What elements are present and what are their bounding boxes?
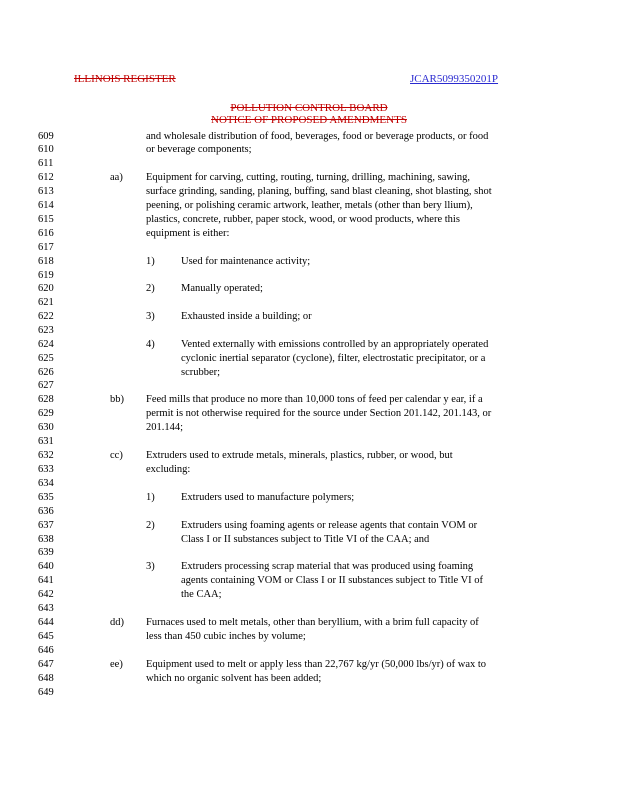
text-line: excluding: <box>146 464 191 475</box>
line-number: 645 <box>38 631 54 642</box>
item-label-ee: ee) <box>110 659 123 670</box>
line-number: 640 <box>38 561 54 572</box>
board-heading: POLLUTION CONTROL BOARD <box>230 102 388 114</box>
line-number: 619 <box>38 270 54 281</box>
text-line: peening, or polishing ceramic artwork, leather, metals (other than bery llium), <box>146 200 473 211</box>
text-line: which no organic solvent has been added; <box>146 673 322 684</box>
document-id-link[interactable]: JCAR5099350201P <box>410 73 499 85</box>
text-line: Exhausted inside a building; or <box>181 311 312 322</box>
line-number: 627 <box>38 380 54 391</box>
line-number: 618 <box>38 256 54 267</box>
text-line: Vented externally with emissions controlled by an appropriately operated <box>181 339 489 350</box>
subitem-label: 3) <box>146 561 155 572</box>
line-number: 638 <box>38 534 54 545</box>
line-number: 641 <box>38 575 54 586</box>
line-number: 632 <box>38 450 54 461</box>
line-number: 631 <box>38 436 54 447</box>
text-line: Extruders using foaming agents or release agents that contain VOM or <box>181 520 478 531</box>
line-number: 643 <box>38 603 54 614</box>
line-number: 646 <box>38 645 54 656</box>
line-number: 639 <box>38 547 54 558</box>
text-line: Manually operated; <box>181 283 263 294</box>
line-number: 614 <box>38 200 54 211</box>
line-number: 628 <box>38 394 54 405</box>
text-line: or beverage components; <box>146 144 252 155</box>
text-line: cyclonic inertial separator (cyclone), filter, electrostatic precipitator, or a <box>181 353 486 364</box>
line-number: 635 <box>38 492 54 503</box>
line-number: 644 <box>38 617 54 628</box>
register-header: ILLINOIS REGISTER <box>74 73 176 85</box>
line-number: 626 <box>38 367 54 378</box>
line-number: 634 <box>38 478 54 489</box>
text-line: Extruders used to manufacture polymers; <box>181 492 355 503</box>
line-number: 611 <box>38 158 54 169</box>
line-number: 648 <box>38 673 54 684</box>
text-line: Equipment used to melt or apply less than 22,767 kg/yr (50,000 lbs/yr) of wax to <box>146 659 487 670</box>
text-line: Extruders processing scrap material that was produced using foaming <box>181 561 474 572</box>
text-line: surface grinding, sanding, planing, buffing, sand blast cleaning, shot blasting, shot <box>146 186 492 197</box>
subitem-label: 2) <box>146 520 155 531</box>
subitem-label: 1) <box>146 492 155 503</box>
subitem-label: 1) <box>146 256 155 267</box>
line-number: 620 <box>38 283 54 294</box>
text-line: Class I or II substances subject to Title VI of the CAA; and <box>181 534 430 545</box>
line-number: 637 <box>38 520 54 531</box>
line-number: 629 <box>38 408 54 419</box>
text-line: and wholesale distribution of food, beverages, food or beverage products, or food <box>146 131 489 142</box>
item-label-cc: cc) <box>110 450 123 461</box>
line-number: 636 <box>38 506 54 517</box>
line-number: 612 <box>38 172 54 183</box>
subitem-label: 2) <box>146 283 155 294</box>
line-number: 616 <box>38 228 54 239</box>
text-line: plastics, concrete, rubber, paper stock, wood, or wood products, where this <box>146 214 460 225</box>
line-number: 617 <box>38 242 54 253</box>
text-line: the CAA; <box>181 589 222 600</box>
text-line: permit is not otherwise required for the source under Section 201.142, 201.143, or <box>146 408 492 419</box>
item-label-aa: aa) <box>110 172 123 183</box>
line-number: 624 <box>38 339 54 350</box>
text-line: Furnaces used to melt metals, other than beryllium, with a brim full capacity of <box>146 617 479 628</box>
text-line: less than 450 cubic inches by volume; <box>146 631 306 642</box>
line-number: 609 <box>38 131 54 142</box>
line-number: 649 <box>38 687 54 698</box>
line-number: 647 <box>38 659 54 670</box>
text-line: 201.144; <box>146 422 184 433</box>
text-line: Used for maintenance activity; <box>181 256 311 267</box>
text-line: agents containing VOM or Class I or II substances subject to Title VI of <box>181 575 484 586</box>
text-line: Equipment for carving, cutting, routing, turning, drilling, machining, sawing, <box>146 172 470 183</box>
text-line: equipment is either: <box>146 228 230 239</box>
text-line: Feed mills that produce no more than 10,000 tons of feed per calendar y ear, if a <box>146 394 483 405</box>
line-number: 630 <box>38 422 54 433</box>
line-number: 623 <box>38 325 54 336</box>
line-number: 615 <box>38 214 54 225</box>
line-number: 613 <box>38 186 54 197</box>
line-number: 642 <box>38 589 54 600</box>
item-label-dd: dd) <box>110 617 124 628</box>
notice-heading: NOTICE OF PROPOSED AMENDMENTS <box>211 114 407 126</box>
text-line: scrubber; <box>181 367 221 378</box>
item-label-bb: bb) <box>110 394 124 405</box>
line-number: 633 <box>38 464 54 475</box>
line-number: 622 <box>38 311 54 322</box>
line-number: 621 <box>38 297 54 308</box>
line-number: 625 <box>38 353 54 364</box>
text-line: Extruders used to extrude metals, minerals, plastics, rubber, or wood, but <box>146 450 453 461</box>
line-number: 610 <box>38 144 54 155</box>
subitem-label: 4) <box>146 339 155 350</box>
subitem-label: 3) <box>146 311 155 322</box>
